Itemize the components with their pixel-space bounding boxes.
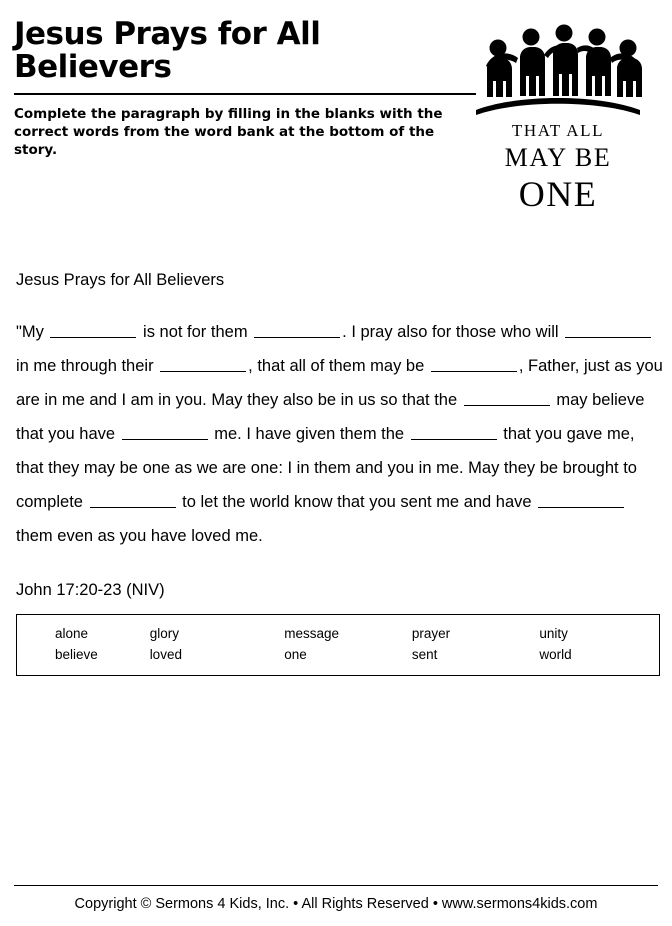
blank-7[interactable] — [122, 422, 208, 440]
blank-4[interactable] — [160, 354, 246, 372]
logo-line-1: THAT ALL — [511, 121, 605, 140]
word-bank-word: believe — [55, 647, 98, 663]
blank-6[interactable] — [464, 388, 550, 406]
blank-10[interactable] — [538, 490, 624, 508]
scripture-reference: John 17:20-23 (NIV) — [16, 581, 165, 600]
logo-line-3: ONE — [518, 173, 598, 214]
blank-9[interactable] — [90, 490, 176, 508]
page-footer — [0, 885, 672, 926]
paragraph-segment: . I pray also for those who will — [342, 323, 564, 342]
blank-2[interactable] — [254, 320, 340, 338]
worksheet-body — [14, 270, 663, 676]
paragraph-segment: "My — [16, 323, 49, 342]
blank-3[interactable] — [565, 320, 651, 338]
paragraph-segment: may believe that you have — [16, 391, 645, 444]
blank-1[interactable] — [50, 320, 136, 338]
fill-in-the-blank-paragraph — [16, 315, 666, 553]
paragraph-segment: them even as you have loved me. — [16, 527, 263, 546]
word-bank-word: prayer — [411, 626, 451, 642]
people-holding-hands-icon — [468, 22, 648, 122]
blank-8[interactable] — [411, 422, 497, 440]
word-bank-word: message — [284, 626, 340, 642]
word-bank-word: one — [284, 647, 307, 663]
paragraph-segment: is not for them — [138, 323, 253, 342]
word-bank-word: alone — [55, 626, 89, 642]
page-title: Jesus Prays for All Believers — [14, 16, 321, 85]
paragraph-segment: in me through their — [16, 357, 159, 376]
worksheet-page — [0, 18, 672, 926]
page-header — [14, 16, 658, 214]
title-divider — [14, 93, 476, 95]
word-bank — [16, 614, 660, 676]
word-bank-word: sent — [411, 647, 438, 663]
paragraph-segment: me. I have given them the — [209, 425, 409, 444]
word-bank-word: unity — [539, 626, 568, 642]
logo-line-2: MAY BE — [504, 143, 612, 172]
copyright-text: Copyright © Sermons 4 Kids, Inc. • All Rights Reserved • www.sermons4kids.com — [74, 896, 598, 912]
paragraph-segment: , that all of them may be — [248, 357, 429, 376]
word-bank-word: world — [539, 647, 572, 663]
word-bank-row — [17, 644, 659, 665]
story-title: Jesus Prays for All Believers — [16, 271, 225, 289]
paragraph-segment: to let the world know that you sent me and have — [177, 493, 537, 512]
logo-wordmark — [468, 122, 648, 214]
word-bank-word: glory — [149, 626, 179, 642]
paragraph-segment: , Father, just as you are in me and I am in you. May they also be in us so that the — [16, 357, 663, 410]
instructions-text: Complete the paragraph by filling in the blanks with the correct words from the word bank at the bottom of the story. — [14, 106, 443, 158]
paragraph-segment: that you gave me, that they may be one as we are one: I in them and you in me. May they be brought to complete — [16, 425, 637, 512]
logo — [468, 22, 648, 214]
word-bank-word: loved — [149, 647, 182, 663]
word-bank-row — [17, 623, 659, 644]
blank-5[interactable] — [431, 354, 517, 372]
